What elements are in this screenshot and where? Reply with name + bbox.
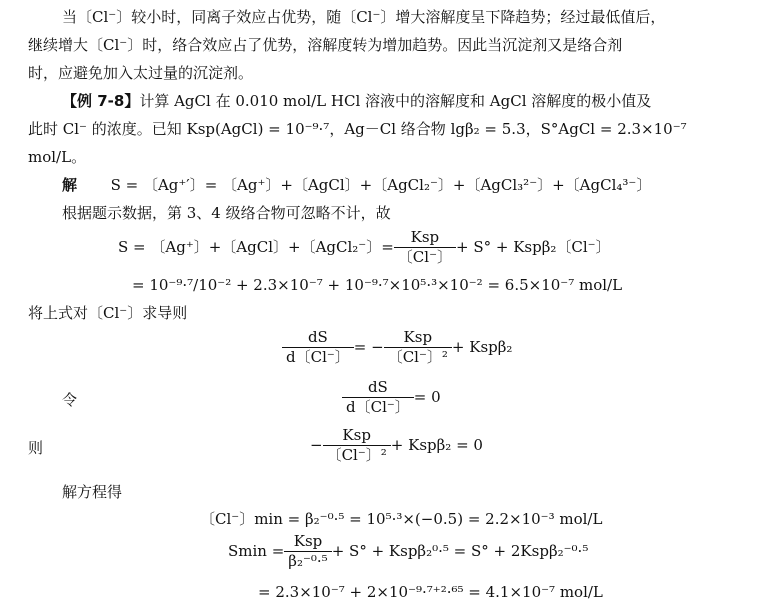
solution-eq1 xyxy=(62,178,651,193)
solution-text: 将上式对〔Cl⁻〕求导则 xyxy=(28,304,188,322)
equation-part: + S° + Kspβ₂⁰·⁵ = S° + 2Kspβ₂⁻⁰·⁵ xyxy=(331,542,589,560)
numerator: Ksp xyxy=(323,428,391,446)
example-line: mol/L。 xyxy=(28,148,87,166)
solution-text: 令 xyxy=(62,391,78,409)
example-text: 计算 AgCl 在 0.010 mol/L HCl 溶液中的溶解度和 AgCl 溶解度的极小值及 xyxy=(139,92,652,110)
numerator: Ksp xyxy=(284,534,331,552)
paragraph-line: 时，应避免加入太过量的沉淀剂。 xyxy=(28,64,254,82)
solution-text: 则 xyxy=(28,439,44,457)
example-label: 【例 7-8】 xyxy=(62,92,140,110)
equation-row: = 2.3×10⁻⁷ + 2×10⁻⁹·⁷⁺²·⁶⁵ = 4.1×10⁻⁷ mol/L xyxy=(258,583,603,601)
solution-label: 解 xyxy=(62,176,78,194)
denominator: β₂⁻⁰·⁵ xyxy=(288,552,328,570)
fraction xyxy=(384,330,452,365)
paragraph-line: 当〔Cl⁻〕较小时，同离子效应占优势，随〔Cl⁻〕增大溶解度呈下降趋势；经过最低值后， xyxy=(62,8,666,26)
paragraph-line: 继续增大〔Cl⁻〕时，络合效应占了优势，溶解度转为增加趋势。因此当沉淀剂又是络合剂 xyxy=(28,36,623,54)
equation-row xyxy=(310,428,483,463)
equation-row xyxy=(118,230,611,265)
example-line: 此时 Cl⁻ 的浓度。已知 Ksp(AgCl) = 10⁻⁹·⁷，Ag－Cl 络合物 lgβ₂ = 5.3，S°AgCl = 2.3×10⁻⁷ xyxy=(28,120,687,138)
fraction xyxy=(282,330,354,365)
equation-part: − xyxy=(310,436,323,454)
fraction xyxy=(323,428,391,463)
denominator: d〔Cl⁻〕 xyxy=(286,348,350,366)
solution-text: 解方程得 xyxy=(62,483,123,501)
denominator: 〔Cl⁻〕 xyxy=(397,248,452,266)
equation-row: 〔Cl⁻〕min = β₂⁻⁰·⁵ = 10⁵·³×(−0.5) = 2.2×10⁻³ mol/L xyxy=(200,510,603,528)
numerator: Ksp xyxy=(384,330,452,348)
equation-part: = 0 xyxy=(413,388,441,406)
equation-part: + Kspβ₂ = 0 xyxy=(390,436,483,454)
example-heading xyxy=(62,94,651,109)
equation-part: = − xyxy=(353,338,384,356)
denominator: d〔Cl⁻〕 xyxy=(346,398,410,416)
equation: S = 〔Ag⁺′〕= 〔Ag⁺〕+〔AgCl〕+〔AgCl₂⁻〕+〔AgCl₃²⁻〕+〔AgCl₄³⁻〕 xyxy=(110,176,652,194)
equation-row xyxy=(342,380,441,415)
denominator: 〔Cl⁻〕² xyxy=(326,446,387,464)
solution-text: 根据题示数据，第 3、4 级络合物可忽略不计，故 xyxy=(62,204,391,222)
numerator: dS xyxy=(342,380,414,398)
equation-row xyxy=(228,534,588,569)
equation-part: + Kspβ₂ xyxy=(451,338,513,356)
numerator: Ksp xyxy=(394,230,456,248)
fraction xyxy=(342,380,414,415)
denominator: 〔Cl⁻〕² xyxy=(387,348,448,366)
numerator: dS xyxy=(282,330,354,348)
fraction xyxy=(284,534,331,569)
equation-row xyxy=(282,330,512,365)
equation-part: S = 〔Ag⁺〕+〔AgCl〕+〔AgCl₂⁻〕= xyxy=(118,238,394,256)
equation-part: + S° + Kspβ₂〔Cl⁻〕 xyxy=(456,238,611,256)
equation-row: = 10⁻⁹·⁷/10⁻² + 2.3×10⁻⁷ + 10⁻⁹·⁷×10⁵·³×10⁻² = 6.5×10⁻⁷ mol/L xyxy=(132,276,623,294)
fraction xyxy=(394,230,456,265)
equation-part: Smin = xyxy=(228,542,285,560)
